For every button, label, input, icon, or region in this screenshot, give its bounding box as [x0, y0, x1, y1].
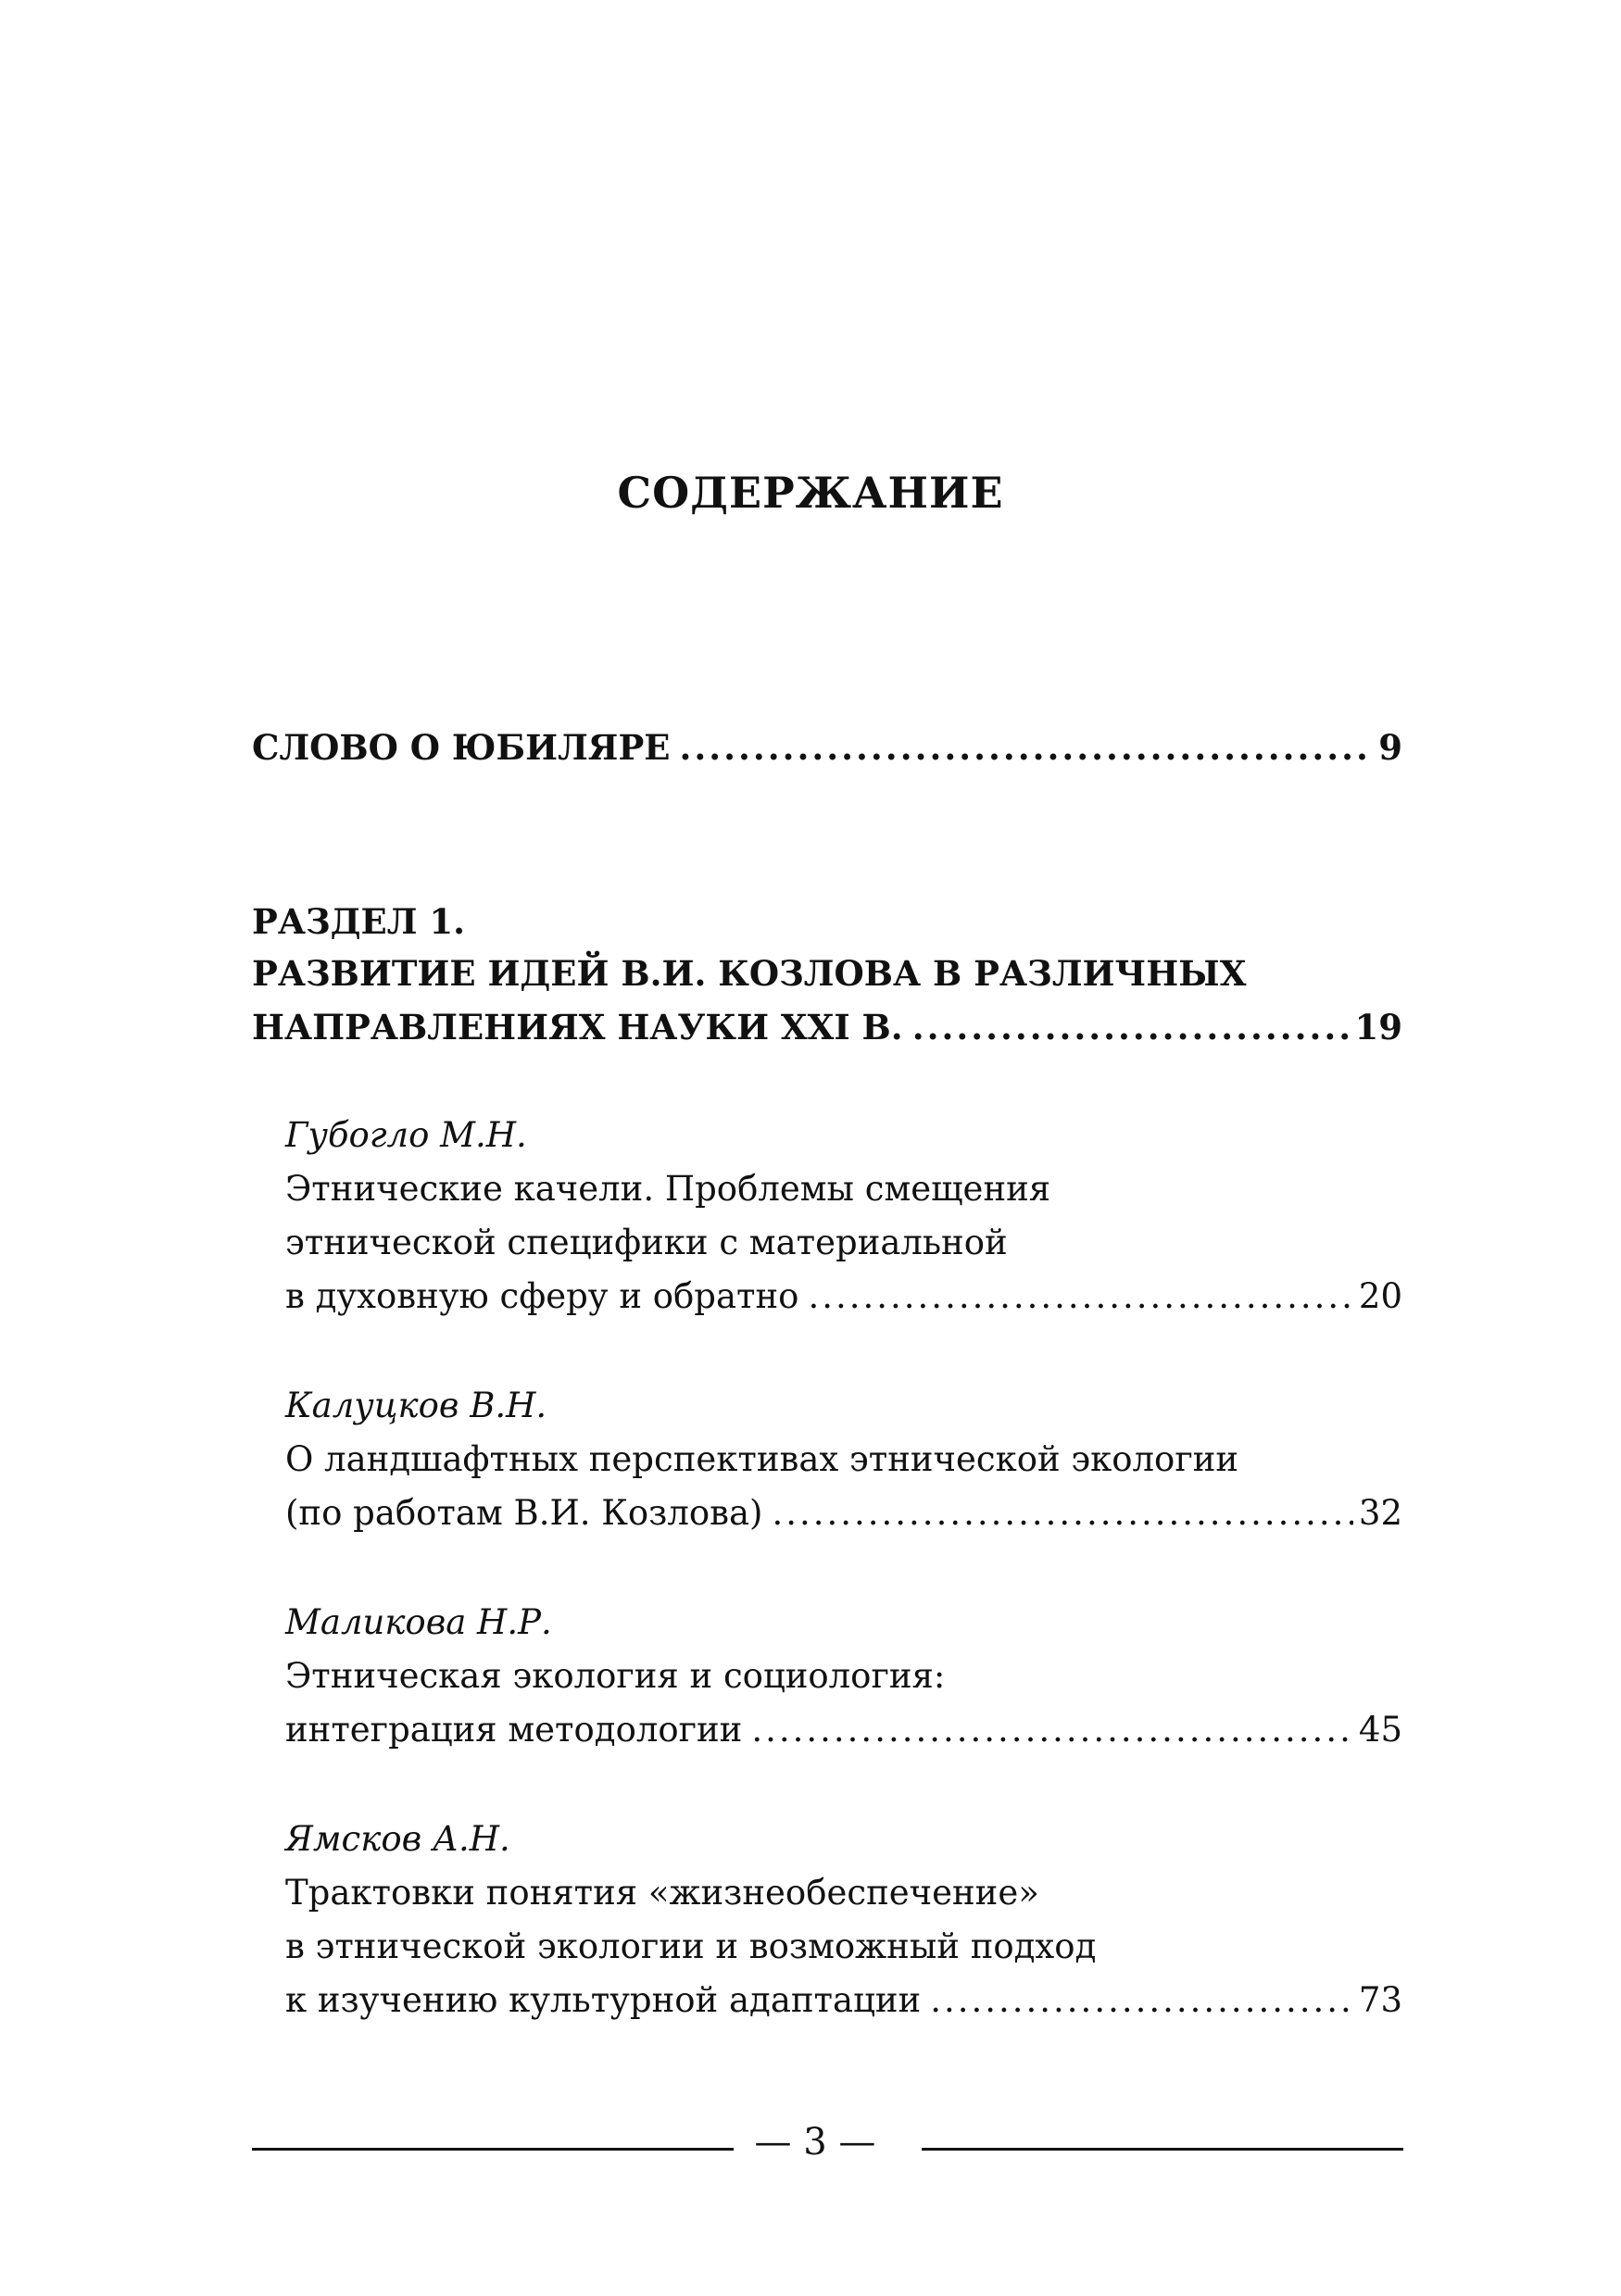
entry-title-line: О ландшафтных перспективах этнической экологии [285, 1439, 1239, 1479]
page-title: СОДЕРЖАНИЕ [617, 468, 1004, 518]
entry-title-line: Этнические качели. Проблемы смещения [285, 1169, 1051, 1209]
entry-title-line: к изучению культурной адаптации [285, 1980, 922, 2020]
footer-rule-left [252, 2148, 734, 2151]
toc-entry-line[interactable] [285, 1493, 1402, 1533]
entry-title-line: Этническая экология и социология: [285, 1656, 946, 1696]
section-title-line: РАЗВИТИЕ ИДЕЙ В.И. КОЗЛОВА В РАЗЛИЧНЫХ [252, 953, 1247, 994]
toc-page-number: 20 [1358, 1276, 1402, 1316]
page-number: — 3 — [754, 2121, 876, 2164]
dot-leader [808, 1276, 1352, 1316]
entry-title-line: Трактовки понятия «жизнеобеспечение» [285, 1873, 1039, 1913]
section-label: РАЗДЕЛ 1. [252, 901, 465, 942]
dot-leader [930, 1980, 1353, 2020]
toc-entry-line[interactable] [285, 1980, 1402, 2020]
dot-leader [679, 727, 1373, 768]
entry-author: Калуцков В.Н. [285, 1386, 547, 1425]
dot-leader [912, 1007, 1350, 1048]
toc-entry-line[interactable] [285, 1710, 1402, 1750]
entry-author: Губогло М.Н. [285, 1115, 527, 1155]
toc-entry-section-1[interactable] [252, 1007, 1402, 1048]
toc-page-number: 9 [1378, 727, 1402, 768]
footer-rule-right [922, 2148, 1403, 2151]
toc-entry-intro[interactable] [252, 727, 1402, 768]
toc-entry-line[interactable] [285, 1276, 1402, 1316]
toc-page-number: 19 [1354, 1007, 1402, 1048]
dot-leader [772, 1493, 1352, 1533]
section-title-line: НАПРАВЛЕНИЯХ НАУКИ XXI В. [252, 1007, 903, 1048]
entry-title-line: в этнической экологии и возможный подход [285, 1926, 1097, 1966]
entry-author: Маликова Н.Р. [285, 1602, 552, 1642]
entry-title-line: этнической специфики с материальной [285, 1223, 1008, 1262]
entry-title-line: интеграция методологии [285, 1710, 743, 1750]
toc-entry-title: СЛОВО О ЮБИЛЯРЕ [252, 727, 671, 768]
toc-page-number: 32 [1358, 1493, 1402, 1533]
dot-leader [751, 1710, 1353, 1750]
entry-title-line: в духовную сферу и обратно [285, 1276, 799, 1316]
toc-page-number: 73 [1358, 1980, 1402, 2020]
entry-author: Ямсков А.Н. [285, 1819, 510, 1859]
entry-title-line: (по работам В.И. Козлова) [285, 1493, 763, 1533]
toc-page-number: 45 [1358, 1710, 1402, 1750]
